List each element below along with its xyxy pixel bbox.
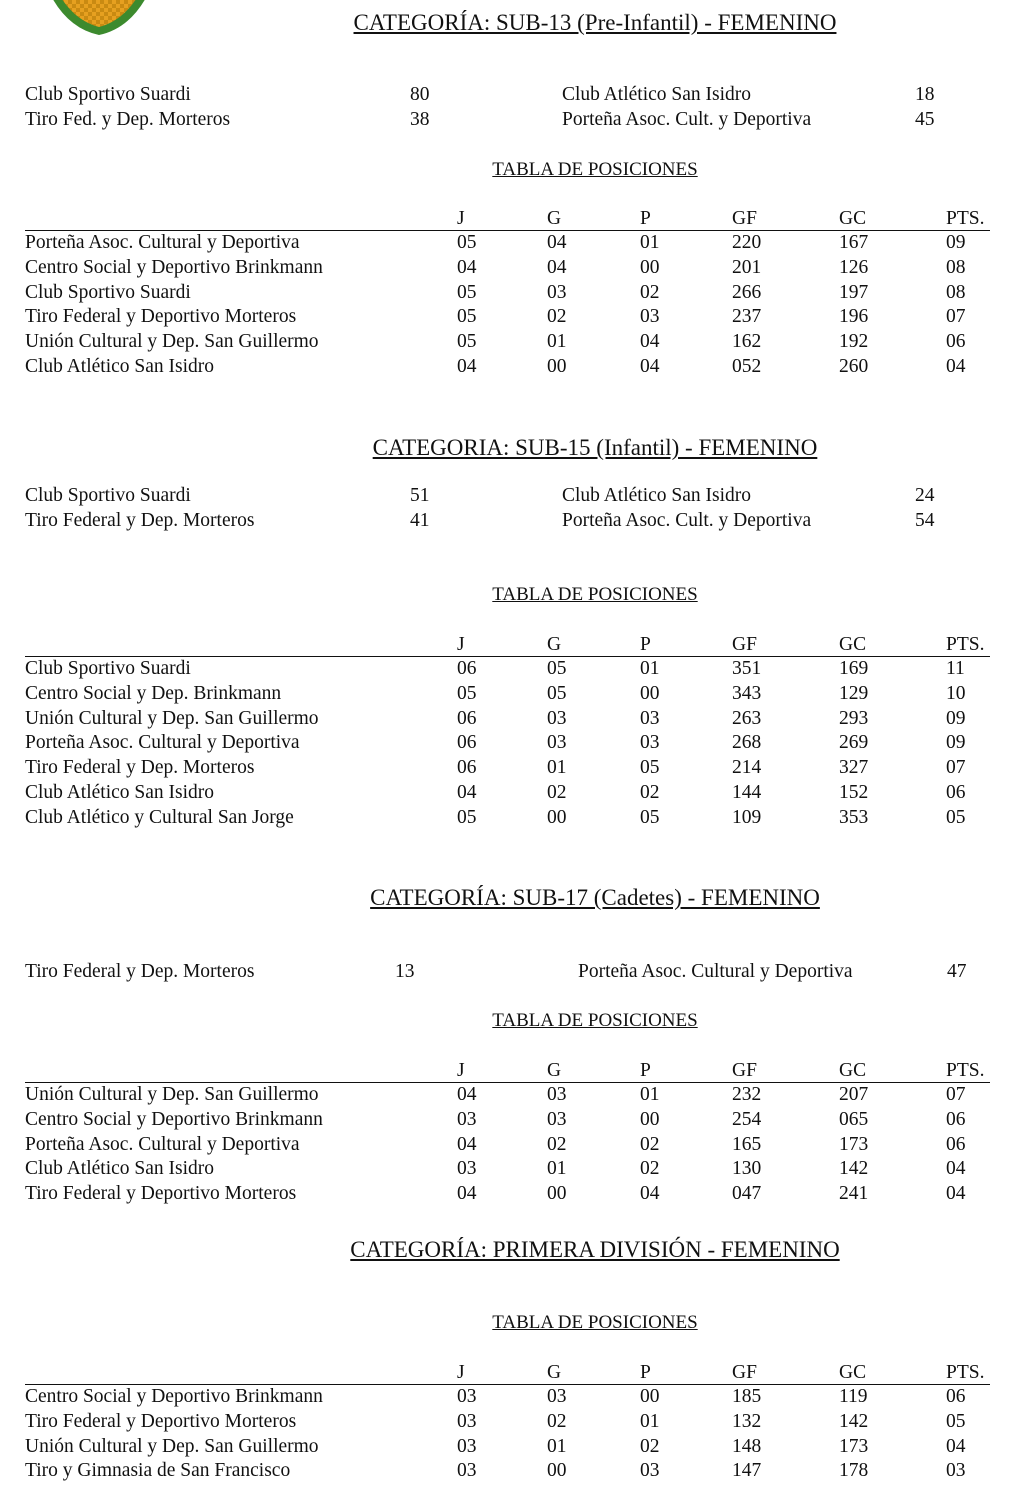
standings-cell: 05	[457, 281, 477, 303]
standings-cell: 162	[732, 331, 762, 353]
standings-column-header: GC	[839, 1060, 867, 1081]
result-home-score: 41	[410, 510, 430, 531]
standings-column-header: GF	[732, 1362, 757, 1383]
standings-cell: 04	[640, 356, 660, 377]
standings-cell: 06	[946, 1386, 966, 1407]
standings-cell: 07	[946, 1084, 966, 1105]
standings-cell: 214	[732, 757, 762, 779]
standings-column-header: PTS.	[946, 1362, 985, 1383]
standings-cell: 165	[732, 1133, 762, 1155]
standings-cell: 06	[457, 732, 477, 754]
standings-team-name: Porteña Asoc. Cultural y Deportiva	[25, 232, 300, 253]
standings-cell: 06	[457, 707, 477, 729]
result-home-team: Tiro Federal y Dep. Morteros	[25, 510, 255, 531]
standings-column-header: PTS.	[946, 208, 985, 229]
standings-cell: 04	[457, 256, 477, 278]
standings-cell: 065	[839, 1108, 869, 1130]
standings-cell: 06	[946, 1133, 966, 1155]
standings-cell: 04	[457, 356, 477, 377]
standings-cell: 201	[732, 256, 762, 278]
standings-table-title: TABLA DE POSICIONES	[492, 1312, 698, 1333]
standings-cell: 04	[946, 356, 966, 377]
standings-cell: 04	[946, 1183, 966, 1205]
standings-cell: 09	[946, 707, 966, 729]
result-home-team: Club Sportivo Suardi	[25, 485, 191, 506]
standings-cell: 132	[732, 1410, 762, 1432]
standings-team-name: Tiro Federal y Deportivo Morteros	[25, 306, 297, 328]
standings-cell: 05	[547, 682, 567, 704]
standings-cell: 047	[732, 1183, 762, 1205]
standings-cell: 196	[839, 306, 869, 328]
standings-cell: 152	[839, 782, 869, 803]
standings-cell: 03	[640, 732, 660, 754]
standings-cell: 09	[946, 232, 966, 253]
standings-cell: 01	[640, 1410, 660, 1432]
standings-team-name: Tiro Federal y Deportivo Morteros	[25, 1183, 297, 1205]
standings-cell: 04	[457, 1133, 477, 1155]
standings-cell: 05	[457, 331, 477, 353]
standings-column-header: J	[457, 208, 465, 229]
result-away-team: Club Atlético San Isidro	[562, 485, 752, 506]
standings-table-title: TABLA DE POSICIONES	[492, 584, 698, 605]
standings-cell: 08	[946, 256, 966, 278]
standings-cell: 03	[547, 707, 567, 729]
standings-cell: 06	[946, 331, 966, 353]
standings-column-header: P	[640, 208, 651, 229]
standings-cell: 148	[732, 1435, 762, 1457]
standings-cell: 130	[732, 1158, 762, 1180]
standings-column-header: J	[457, 634, 465, 655]
table-header-rule	[25, 230, 990, 231]
standings-team-name: Club Sportivo Suardi	[25, 658, 191, 679]
standings-cell: 173	[839, 1435, 869, 1457]
standings-team-name: Centro Social y Deportivo Brinkmann	[25, 1386, 323, 1407]
standings-cell: 00	[640, 1386, 660, 1407]
standings-cell: 03	[457, 1460, 477, 1482]
standings-cell: 00	[640, 682, 660, 704]
standings-team-name: Porteña Asoc. Cultural y Deportiva	[25, 732, 300, 754]
standings-cell: 109	[732, 806, 762, 828]
standings-cell: 04	[946, 1435, 966, 1457]
standings-cell: 06	[457, 658, 477, 679]
standings-cell: 06	[946, 1108, 966, 1130]
standings-cell: 02	[640, 1158, 660, 1180]
standings-cell: 04	[640, 1183, 660, 1205]
standings-cell: 144	[732, 782, 762, 803]
standings-column-header: P	[640, 634, 651, 655]
standings-team-name: Unión Cultural y Dep. San Guillermo	[25, 1084, 319, 1105]
standings-column-header: GC	[839, 208, 867, 229]
standings-team-name: Unión Cultural y Dep. San Guillermo	[25, 707, 319, 729]
standings-cell: 03	[457, 1435, 477, 1457]
category-heading: CATEGORÍA: SUB-13 (Pre-Infantil) - FEMENINO	[353, 10, 837, 35]
standings-team-name: Porteña Asoc. Cultural y Deportiva	[25, 1133, 300, 1155]
standings-team-name: Centro Social y Dep. Brinkmann	[25, 682, 282, 704]
standings-cell: 241	[839, 1183, 869, 1205]
standings-team-name: Unión Cultural y Dep. San Guillermo	[25, 1435, 319, 1457]
standings-column-header: GC	[839, 1362, 867, 1383]
result-home-team: Tiro Federal y Dep. Morteros	[25, 961, 255, 982]
standings-cell: 00	[547, 356, 567, 377]
category-heading: CATEGORIA: SUB-15 (Infantil) - FEMENINO	[372, 435, 818, 460]
standings-team-name: Tiro Federal y Dep. Morteros	[25, 757, 255, 779]
standings-team-name: Centro Social y Deportivo Brinkmann	[25, 1108, 323, 1130]
standings-cell: 01	[640, 658, 660, 679]
result-away-score: 18	[915, 84, 935, 105]
standings-column-header: J	[457, 1362, 465, 1383]
standings-column-header: PTS.	[946, 634, 985, 655]
category-heading: CATEGORÍA: PRIMERA DIVISIÓN - FEMENINO	[350, 1237, 840, 1262]
standings-cell: 05	[457, 806, 477, 828]
standings-column-header: G	[547, 634, 562, 655]
standings-cell: 266	[732, 281, 762, 303]
standings-cell: 04	[640, 331, 660, 353]
standings-cell: 01	[547, 1435, 567, 1457]
result-away-score: 45	[915, 109, 935, 130]
category-heading: CATEGORÍA: SUB-17 (Cadetes) - FEMENINO	[370, 885, 820, 910]
standings-column-header: PTS.	[946, 1060, 985, 1081]
standings-cell: 03	[457, 1410, 477, 1432]
standings-cell: 09	[946, 732, 966, 754]
standings-column-header: GF	[732, 208, 757, 229]
standings-cell: 232	[732, 1084, 762, 1105]
standings-cell: 06	[946, 782, 966, 803]
standings-cell: 04	[547, 256, 567, 278]
standings-cell: 185	[732, 1386, 762, 1407]
standings-cell: 03	[640, 707, 660, 729]
standings-cell: 119	[839, 1386, 868, 1407]
standings-cell: 178	[839, 1460, 869, 1482]
standings-cell: 05	[640, 806, 660, 828]
standings-cell: 05	[640, 757, 660, 779]
standings-cell: 269	[839, 732, 869, 754]
result-home-score: 80	[410, 84, 430, 105]
result-home-score: 51	[410, 485, 430, 506]
standings-cell: 05	[946, 1410, 966, 1432]
standings-team-name: Club Atlético San Isidro	[25, 782, 215, 803]
standings-cell: 05	[946, 806, 966, 828]
standings-cell: 03	[547, 1386, 567, 1407]
standings-cell: 126	[839, 256, 869, 278]
standings-cell: 05	[457, 232, 477, 253]
standings-cell: 03	[457, 1108, 477, 1130]
standings-column-header: GF	[732, 634, 757, 655]
standings-team-name: Club Atlético San Isidro	[25, 1158, 215, 1180]
standings-column-header: G	[547, 1362, 562, 1383]
table-header-rule	[25, 1082, 990, 1083]
standings-column-header: GF	[732, 1060, 757, 1081]
standings-cell: 207	[839, 1084, 869, 1105]
standings-cell: 05	[457, 306, 477, 328]
standings-team-name: Club Atlético y Cultural San Jorge	[25, 806, 294, 828]
standings-cell: 02	[640, 1435, 660, 1457]
standings-column-header: J	[457, 1060, 465, 1081]
result-away-score: 47	[947, 961, 967, 982]
result-home-score: 38	[410, 109, 430, 130]
result-away-team: Porteña Asoc. Cult. y Deportiva	[562, 109, 812, 130]
standings-cell: 293	[839, 707, 869, 729]
standings-cell: 03	[457, 1386, 477, 1407]
standings-cell: 01	[547, 757, 567, 779]
standings-cell: 327	[839, 757, 869, 779]
standings-cell: 03	[640, 1460, 660, 1482]
standings-team-name: Tiro y Gimnasia de San Francisco	[25, 1460, 291, 1482]
standings-cell: 263	[732, 707, 762, 729]
result-away-score: 24	[915, 485, 935, 506]
standings-cell: 03	[547, 1084, 567, 1105]
result-away-team: Porteña Asoc. Cultural y Deportiva	[578, 961, 853, 982]
result-home-team: Club Sportivo Suardi	[25, 84, 191, 105]
standings-cell: 01	[640, 1084, 660, 1105]
standings-cell: 353	[839, 806, 869, 828]
standings-cell: 167	[839, 232, 869, 253]
standings-cell: 02	[640, 782, 660, 803]
standings-cell: 02	[640, 1133, 660, 1155]
standings-cell: 08	[946, 281, 966, 303]
standings-cell: 04	[457, 1084, 477, 1105]
standings-cell: 254	[732, 1108, 762, 1130]
standings-cell: 268	[732, 732, 762, 754]
standings-cell: 03	[640, 306, 660, 328]
standings-cell: 142	[839, 1158, 869, 1180]
standings-column-header: P	[640, 1060, 651, 1081]
standings-column-header: P	[640, 1362, 651, 1383]
standings-cell: 173	[839, 1133, 869, 1155]
standings-cell: 02	[547, 782, 567, 803]
standings-cell: 06	[457, 757, 477, 779]
standings-cell: 00	[547, 806, 567, 828]
standings-team-name: Unión Cultural y Dep. San Guillermo	[25, 331, 319, 353]
standings-column-header: G	[547, 1060, 562, 1081]
standings-team-name: Club Atlético San Isidro	[25, 356, 215, 377]
standings-cell: 197	[839, 281, 869, 303]
standings-cell: 02	[547, 1133, 567, 1155]
standings-cell: 142	[839, 1410, 869, 1432]
standings-cell: 07	[946, 306, 966, 328]
standings-cell: 03	[457, 1158, 477, 1180]
standings-cell: 00	[640, 256, 660, 278]
standings-cell: 00	[547, 1460, 567, 1482]
result-home-score: 13	[395, 961, 415, 982]
table-header-rule	[25, 1384, 990, 1385]
result-home-team: Tiro Fed. y Dep. Morteros	[25, 109, 231, 130]
standings-cell: 07	[946, 757, 966, 779]
result-away-score: 54	[915, 510, 935, 531]
standings-cell: 04	[457, 782, 477, 803]
standings-cell: 01	[547, 331, 567, 353]
standings-cell: 220	[732, 232, 762, 253]
standings-cell: 02	[640, 281, 660, 303]
standings-column-header: GC	[839, 634, 867, 655]
standings-cell: 129	[839, 682, 869, 704]
standings-cell: 03	[547, 281, 567, 303]
standings-team-name: Tiro Federal y Deportivo Morteros	[25, 1410, 297, 1432]
standings-team-name: Centro Social y Deportivo Brinkmann	[25, 256, 323, 278]
standings-cell: 02	[547, 306, 567, 328]
standings-cell: 04	[457, 1183, 477, 1205]
standings-cell: 147	[732, 1460, 762, 1482]
standings-cell: 02	[547, 1410, 567, 1432]
standings-cell: 05	[457, 682, 477, 704]
standings-cell: 192	[839, 331, 869, 353]
standings-cell: 052	[732, 356, 762, 377]
standings-cell: 03	[946, 1460, 966, 1482]
standings-cell: 10	[946, 682, 966, 704]
result-away-team: Porteña Asoc. Cult. y Deportiva	[562, 510, 812, 531]
standings-cell: 03	[547, 732, 567, 754]
standings-cell: 04	[946, 1158, 966, 1180]
standings-cell: 01	[640, 232, 660, 253]
result-away-team: Club Atlético San Isidro	[562, 84, 752, 105]
standings-cell: 05	[547, 658, 567, 679]
standings-table-title: TABLA DE POSICIONES	[492, 1010, 698, 1031]
standings-cell: 169	[839, 658, 869, 679]
standings-team-name: Club Sportivo Suardi	[25, 281, 191, 303]
standings-cell: 00	[640, 1108, 660, 1130]
standings-cell: 01	[547, 1158, 567, 1180]
standings-cell: 03	[547, 1108, 567, 1130]
standings-cell: 260	[839, 356, 869, 377]
standings-cell: 351	[732, 658, 762, 679]
table-header-rule	[25, 656, 990, 657]
standings-cell: 04	[547, 232, 567, 253]
standings-table-title: TABLA DE POSICIONES	[492, 159, 698, 180]
standings-cell: 11	[946, 658, 965, 679]
standings-cell: 343	[732, 682, 762, 704]
standings-column-header: G	[547, 208, 562, 229]
standings-cell: 00	[547, 1183, 567, 1205]
standings-cell: 237	[732, 306, 762, 328]
